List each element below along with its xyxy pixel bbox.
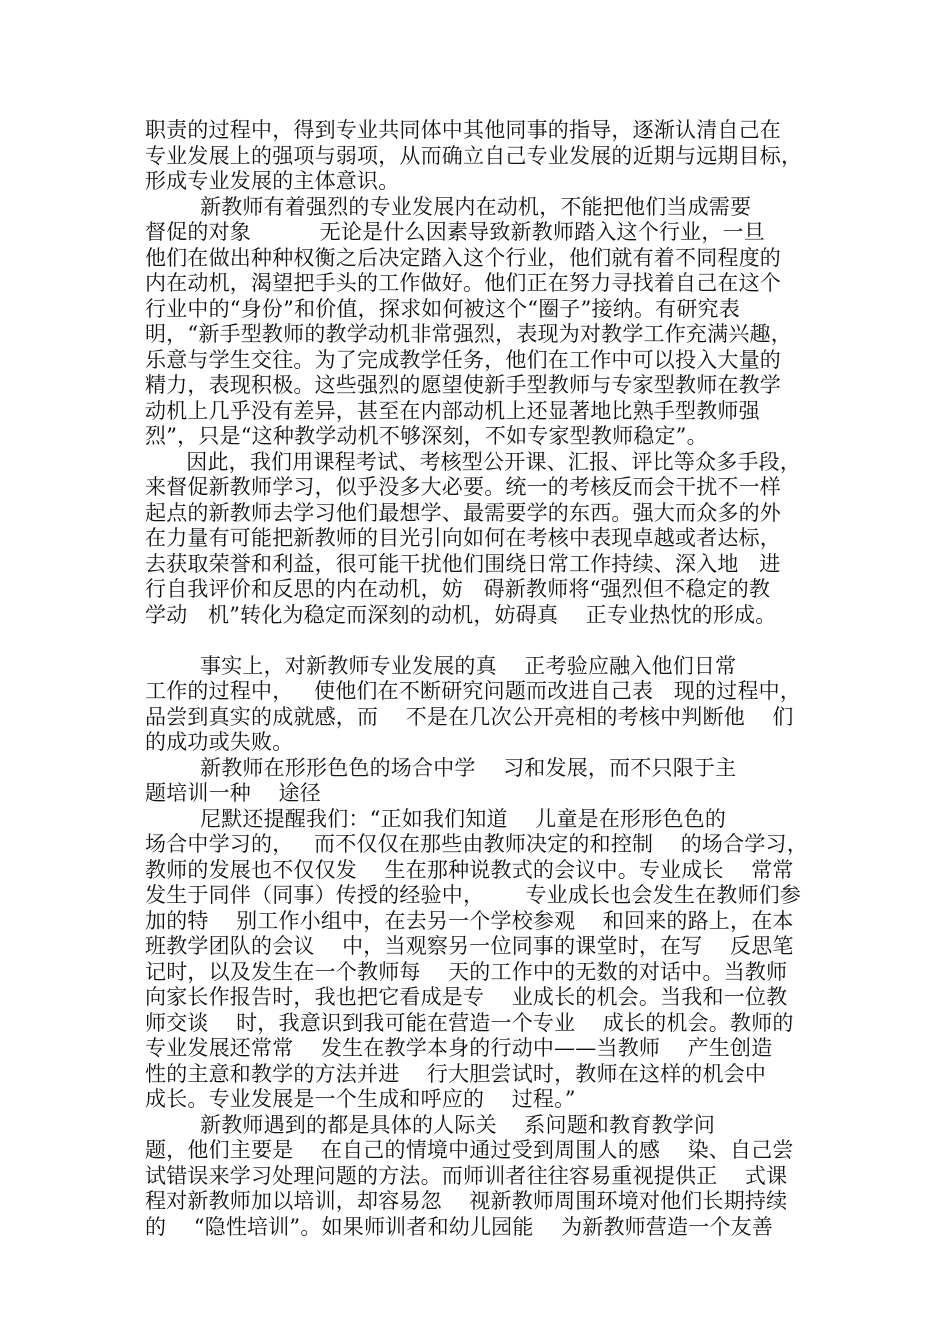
text-line: 程对新教师加以培训，却容易忽 视新教师周围环境对他们长期持续: [145, 1189, 788, 1213]
text-line: 烈”，只是“这种教学动机不够深刻，不如专家型教师稳定”。: [145, 424, 708, 448]
text-line: 工作的过程中， 使他们在不断研究问题而改进自己表 现的过程中，: [145, 679, 802, 703]
text-line: 行业中的“身份”和价值，探求如何被这个“圈子”接纳。有研究表: [145, 296, 740, 321]
text-line: 事实上，对新教师专业发展的真 正考验应融入他们日常: [145, 653, 737, 678]
text-line: 向家长作报告时，我也把它看成是专 业成长的机会。当我和一位教: [145, 985, 788, 1009]
text-line: 尼默还提醒我们：“正如我们知道 儿童是在形形色色的: [145, 806, 727, 831]
text-line: 专业发展还常常 发生在教学本身的行动中——当教师 产生创造: [145, 1036, 773, 1060]
text-line: 内在动机，渴望把手头的工作做好。他们正在努力寻找着自己在这个: [145, 271, 781, 295]
text-line: 形成专业发展的主体意识。: [145, 169, 400, 193]
text-line: 记时，以及发生在一个教师每 天的工作中的无数的对话中。当教师: [145, 959, 788, 984]
text-line: 加的特 别工作小组中，在去另一个学校参观 和回来的路上，在本: [145, 908, 794, 933]
text-line: 明，“新手型教师的教学动机非常强烈，表现为对教学工作充满兴趣，: [145, 322, 792, 346]
text-line: 发生于同伴（同事）传授的经验中， 专业成长也会发生在教师们参: [145, 883, 802, 907]
text-line: 的成功或失败。: [145, 730, 294, 754]
text-line: 督促的对象 无论是什么因素导致新教师踏入这个行业，一旦: [145, 220, 765, 244]
text-line: 题培训一种 途径: [145, 781, 321, 805]
text-line: 新教师遇到的都是具体的人际关 系问题和教育教学问: [145, 1112, 716, 1137]
text-line: 去获取荣誉和利益，很可能干扰他们围绕日常工作持续、深入地 进: [145, 551, 781, 576]
text-line: 新教师在形形色色的场合中学 习和发展，而不只限于主: [145, 755, 737, 780]
text-line: 场合中学习的， 而不仅仅在那些由教师决定的和控制 的场合学习，: [145, 832, 808, 856]
text-line: 因此，我们用课程考试、考核型公开课、汇报、评比等众多手段，: [145, 449, 802, 474]
text-line: 师交谈 时，我意识到我可能在营造一个专业 成长的机会。教师的: [145, 1010, 794, 1035]
text-line: 试错误来学习处理问题的方法。而师训者往往容易重视提供正 式课: [145, 1163, 788, 1188]
text-line: 起点的新教师去学习他们最想学、最需要学的东西。强大而众多的外: [145, 500, 781, 525]
text-line: 他们在做出种种权衡之后决定踏入这个行业，他们就有着不同程度的: [145, 245, 781, 270]
text-line: 题，他们主要是 在自己的情境中通过受到周围人的感 染、自己尝: [145, 1138, 794, 1162]
document-body: [145, 118, 813, 1240]
text-line: 行自我评价和反思的内在动机，妨 碍新教师将“强烈但不稳定的教: [145, 577, 771, 601]
text-line: 品尝到真实的成就感，而 不是在几次公开亮相的考核中判断他 们: [145, 704, 794, 729]
text-line: 动机上几乎没有差异，甚至在内部动机上还显著地比熟手型教师强: [145, 398, 760, 423]
text-line: 学动 机”转化为稳定而深刻的动机，妨碍真 正专业热忱的形成。: [145, 602, 777, 627]
text-line: 专业发展上的强项与弱项，从而确立自己专业发展的近期与远期目标，: [145, 143, 803, 168]
paragraph-gap: [145, 628, 813, 654]
text-line: 职责的过程中，得到专业共同体中其他同事的指导，逐渐认清自己在: [145, 118, 781, 142]
text-line: 班教学团队的会议 中，当观察另一位同事的课堂时，在写 反思笔: [145, 934, 794, 958]
text-line: 新教师有着强烈的专业发展内在动机，不能把他们当成需要: [145, 194, 752, 219]
text-line: 教师的发展也不仅仅发 生在那种说教式的会议中。专业成长 常常: [145, 857, 794, 882]
text-line: 在力量有可能把新教师的目光引向如何在考核中表现卓越或者达标，: [145, 526, 781, 550]
text-line: 性的主意和教学的方法并进 行大胆尝试时，教师在这样的机会中: [145, 1061, 767, 1086]
text-line: 成长。专业发展是一个生成和呼应的 过程。”: [145, 1087, 576, 1111]
text-line: 乐意与学生交往。为了完成教学任务，他们在工作中可以投入大量的: [145, 347, 781, 372]
text-line: 精力，表现积极。这些强烈的愿望使新手型教师与专家型教师在教学: [145, 373, 781, 397]
text-line: 来督促新教师学习，似乎没多大必要。统一的考核反而会干扰不一样: [145, 475, 781, 499]
text-line: 的 “隐性培训”。如果师训者和幼儿园能 为新教师营造一个友善: [145, 1214, 774, 1239]
